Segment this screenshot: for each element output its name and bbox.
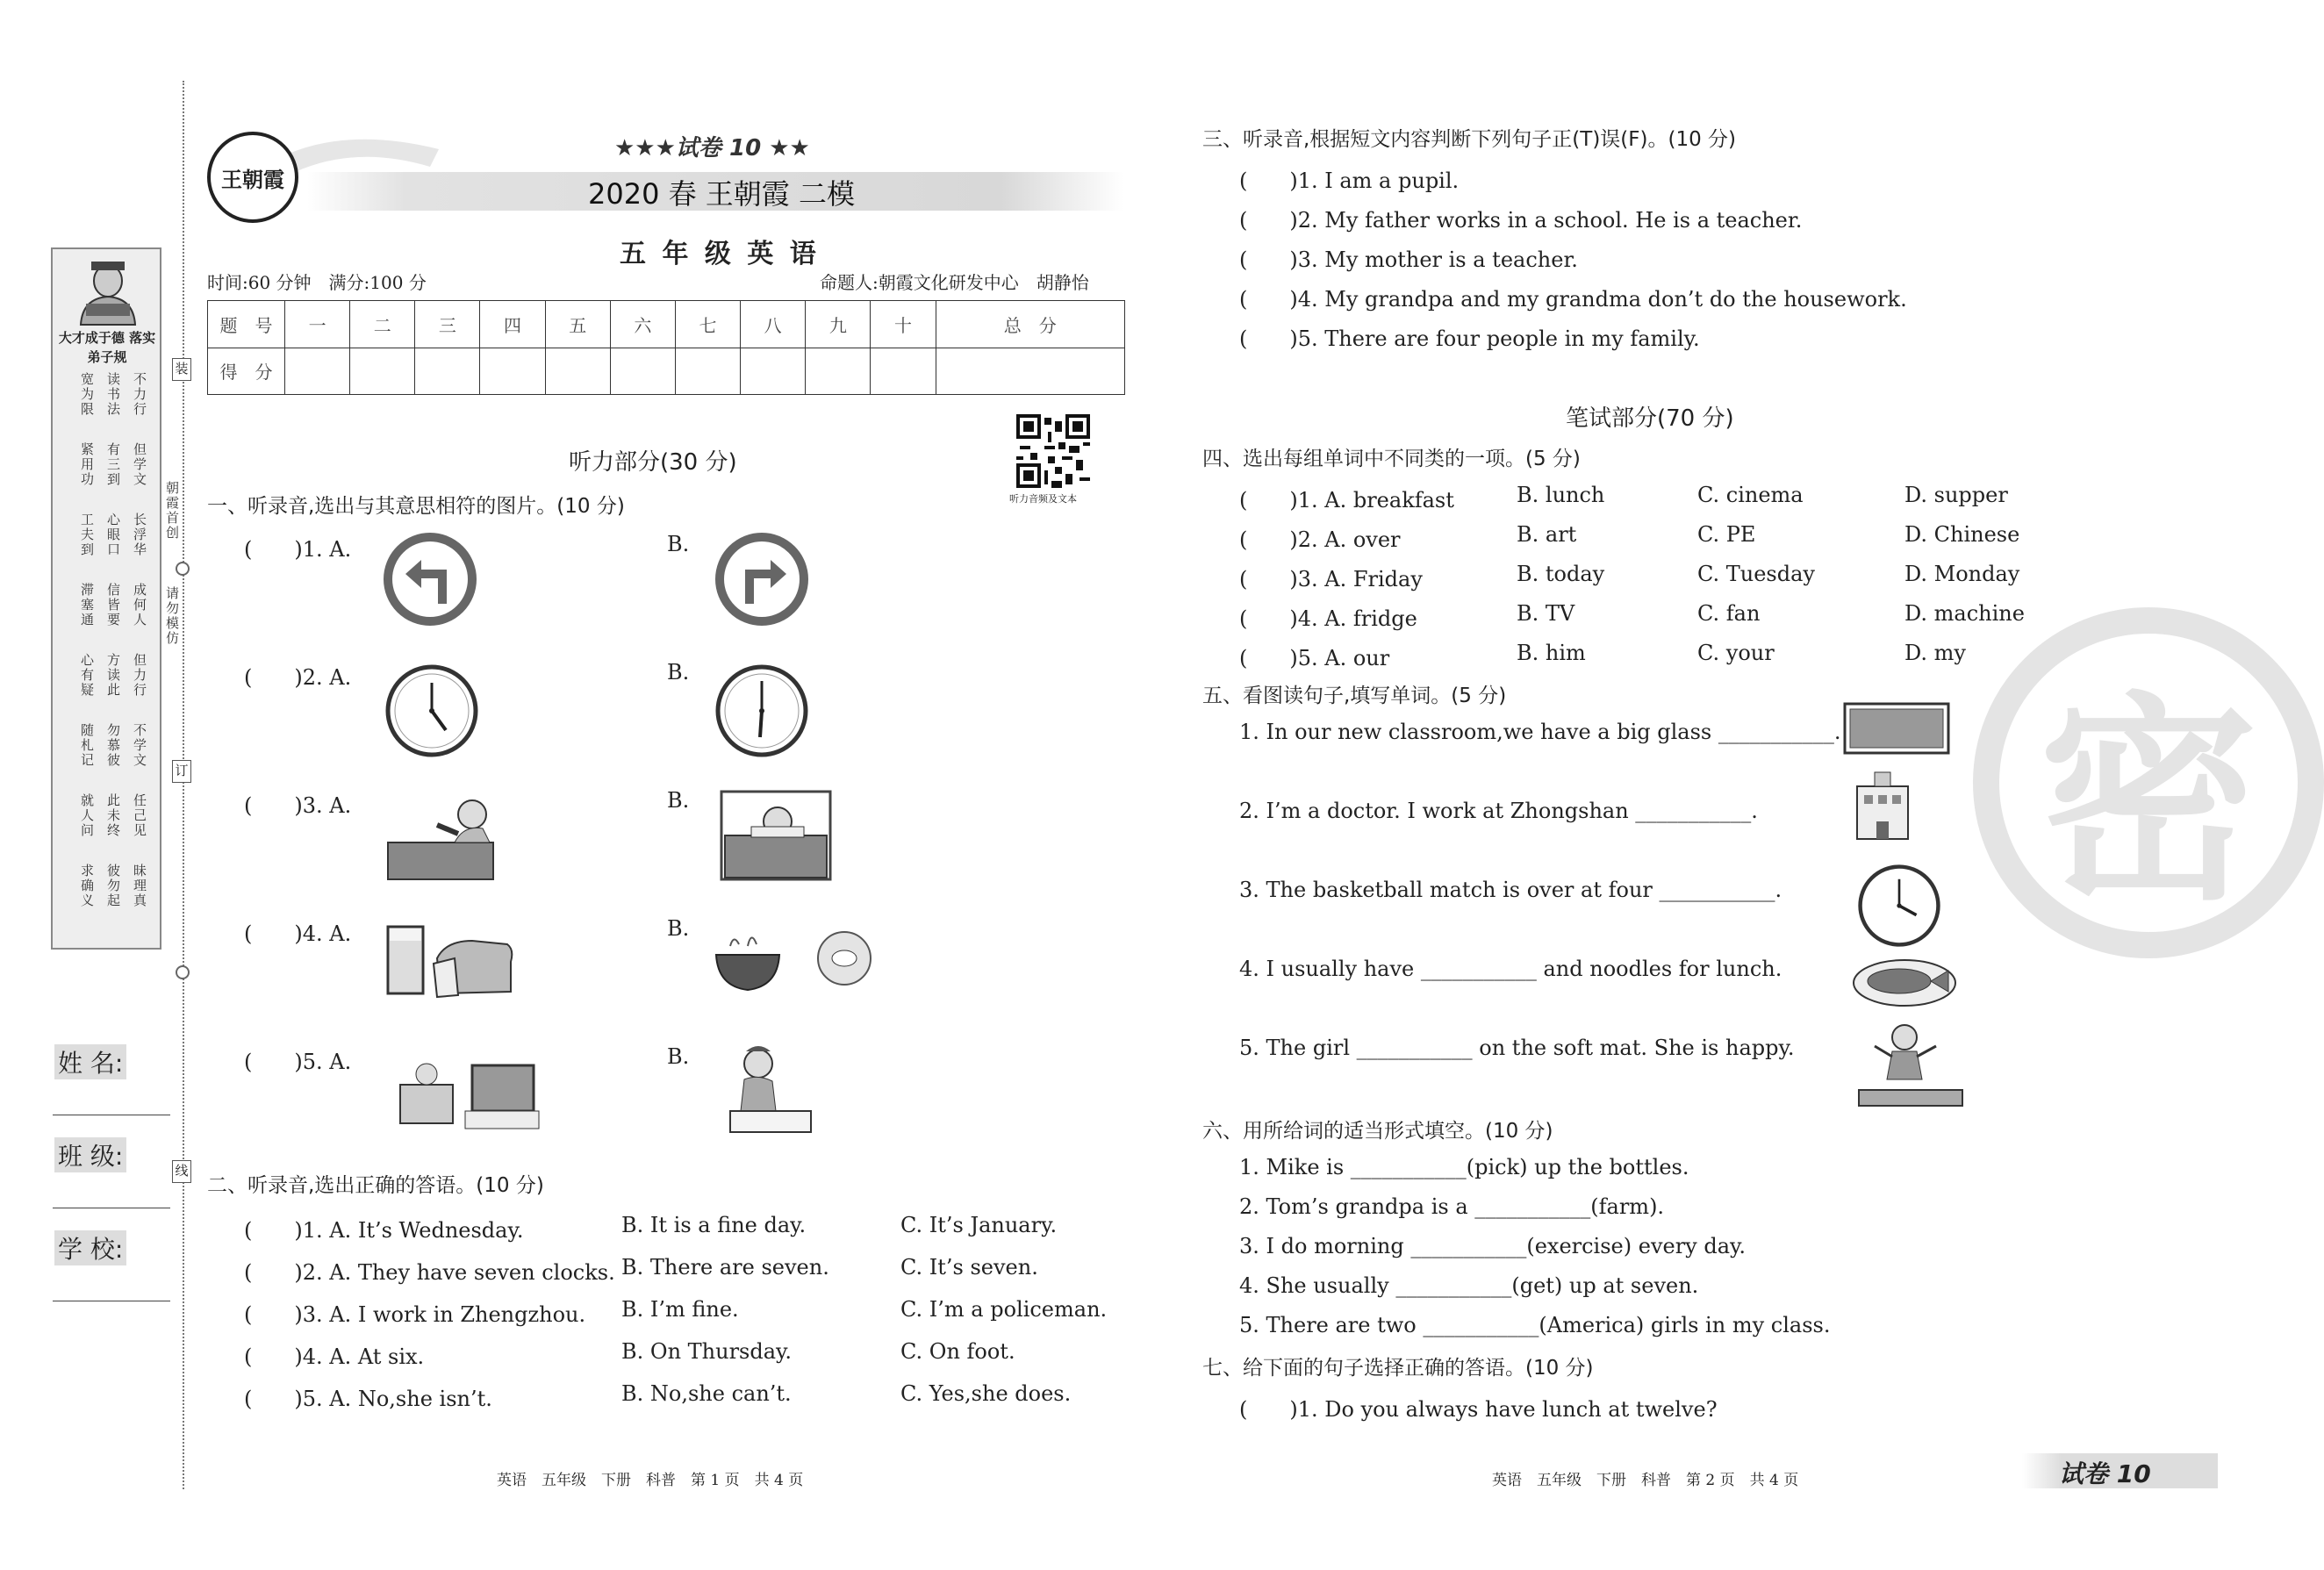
- binding-line: [183, 81, 184, 1489]
- time-score: 时间:60 分钟 满分:100 分: [207, 272, 427, 293]
- turn-left-sign-icon[interactable]: [383, 532, 477, 627]
- s4-q5: ( )5. A. our: [1239, 646, 1390, 670]
- s1-q2-a-label: ( )2. A.: [244, 665, 352, 690]
- clock-icon[interactable]: [384, 663, 479, 758]
- seal-left: 朝霞首创: [164, 481, 180, 541]
- s6-q3: 3. I do morning ___________(exercise) every day.: [1239, 1234, 1747, 1258]
- s4-q1: ( )1. A. breakfast: [1239, 488, 1454, 513]
- brand-logo: [207, 132, 298, 223]
- s2-q4-c: C. On foot.: [900, 1339, 1015, 1364]
- qr-code[interactable]: [1016, 414, 1090, 488]
- s6-q2: 2. Tom’s grandpa is a ___________(farm).: [1239, 1194, 1665, 1219]
- section2-title: 二、听录音,选出正确的答语。(10 分): [207, 1174, 544, 1197]
- listening-heading: 听力部分(30 分): [569, 449, 737, 476]
- section3-title: 三、听录音,根据短文内容判断下列句子正(T)误(F)。(10 分): [1202, 128, 1737, 151]
- score-table: 题 号 一 二 三 四 五 六 七 八 九 十 总 分 得 分: [207, 300, 1125, 395]
- s5-q5: 5. The girl ___________ on the soft mat. She is happy.: [1239, 1036, 1795, 1060]
- s2-q1-c: C. It’s January.: [900, 1213, 1058, 1237]
- s4-q5-b: B. him: [1517, 641, 1586, 665]
- footer-left: 英语 五年级 下册 科普 第 1 页 共 4 页: [497, 1472, 804, 1489]
- section1-title: 一、听录音,选出与其意思相符的图片。(10 分): [207, 495, 625, 518]
- turn-right-sign-icon[interactable]: [714, 532, 809, 627]
- binding-circle-2: [176, 965, 190, 979]
- qr-caption: 听力音频及文本: [1009, 493, 1077, 505]
- s3-q1: ( )1. I am a pupil.: [1239, 168, 1460, 193]
- s3-q3: ( )3. My mother is a teacher.: [1239, 247, 1578, 272]
- s2-q2-c: C. It’s seven.: [900, 1255, 1038, 1280]
- author: 命题人:朝霞文化研发中心 胡静怡: [820, 272, 1089, 293]
- s4-q2-d: D. Chinese: [1904, 522, 2020, 547]
- s4-q4-d: D. machine: [1904, 601, 2025, 626]
- binding-mark-2: 订: [172, 760, 191, 783]
- s3-q4: ( )4. My grandpa and my grandma don’t do the housework.: [1239, 287, 1907, 312]
- s1-q3-b-label: B.: [667, 788, 690, 813]
- s4-q5-c: C. your: [1697, 641, 1775, 665]
- footer-right: 英语 五年级 下册 科普 第 2 页 共 4 页: [1492, 1472, 1799, 1489]
- s4-q1-b: B. lunch: [1517, 483, 1605, 507]
- watermark-circle: [1973, 607, 2324, 958]
- s7-q1: ( )1. Do you always have lunch at twelve?: [1239, 1397, 1718, 1422]
- s3-q5: ( )5. There are four people in my family.: [1239, 326, 1700, 351]
- s1-q4-b-label: B.: [667, 916, 690, 941]
- watermark-text: 密: [2039, 674, 2258, 929]
- section4-title: 四、选出每组单词中不同类的一项。(5 分): [1202, 448, 1581, 470]
- fish-dish-image[interactable]: [1850, 953, 1959, 1009]
- s4-q3: ( )3. A. Friday: [1239, 567, 1423, 591]
- s4-q2-c: C. PE: [1697, 522, 1756, 547]
- s1-q5-a-label: ( )5. A.: [244, 1050, 352, 1074]
- s6-q1: 1. Mike is ___________(pick) up the bottles.: [1239, 1155, 1689, 1179]
- binding-mark-3: 线: [172, 1160, 191, 1183]
- s6-q5: 5. There are two ___________(America) girls in my class.: [1239, 1313, 1831, 1337]
- scholar-illustration: [74, 254, 142, 325]
- soup-and-dumpling-image[interactable]: [713, 920, 893, 999]
- sidebar-columns: 宽为限 读书法 不力行 紧用功 有三到 但学文 工夫到 心眼口 长浮华 滞塞通 信皆要 成何人 心有疑 方读此 但力行 随札记 勿慕彼 不学文 就人问 此未终 任己见 求确义 彼勿起 昧理真: [79, 372, 147, 908]
- s6-q4: 4. She usually ___________(get) up at seven.: [1239, 1273, 1699, 1298]
- s4-q3-b: B. today: [1517, 562, 1605, 586]
- s5-q2: 2. I’m a doctor. I work at Zhongshan ___________.: [1239, 799, 1758, 823]
- section6-title: 六、用所给词的适当形式填空。(10 分): [1202, 1120, 1553, 1143]
- subject-title: 五 年 级 英 语: [620, 239, 820, 269]
- girl-reading-image[interactable]: [721, 1041, 818, 1137]
- sidebar-motto: 大才成于德 落实弟子规: [58, 330, 156, 365]
- seal-right: 请勿模仿: [164, 586, 180, 646]
- s5-q3: 3. The basketball match is over at four ___________.: [1239, 878, 1782, 902]
- girl-on-mat-image[interactable]: [1852, 1022, 1969, 1113]
- s2-q2: ( )2. A. They have seven clocks.: [244, 1260, 615, 1285]
- s4-q4: ( )4. A. fridge: [1239, 606, 1417, 631]
- s4-q4-c: C. fan: [1697, 601, 1761, 626]
- school-label: 学 校:: [54, 1230, 126, 1265]
- s2-q3-b: B. I’m fine.: [621, 1297, 739, 1322]
- s5-q1: 1. In our new classroom,we have a big glass ___________.: [1239, 720, 1841, 744]
- s1-q4-a-label: ( )4. A.: [244, 921, 352, 946]
- paper-number: ★★★试卷 10 ★★: [614, 135, 810, 161]
- s1-q5-b-label: B.: [667, 1044, 690, 1069]
- person-getting-up-image[interactable]: [384, 790, 502, 883]
- s1-q2-b-label: B.: [667, 660, 690, 685]
- watching-tv-image[interactable]: [397, 1050, 541, 1134]
- s2-q3: ( )3. A. I work in Zhengzhou.: [244, 1302, 586, 1327]
- s2-q1-b: B. It is a fine day.: [621, 1213, 807, 1237]
- brand-logo-text: 王朝霞: [221, 167, 284, 192]
- s4-q1-c: C. cinema: [1697, 483, 1804, 507]
- s2-q5-c: C. Yes,she does.: [900, 1381, 1072, 1406]
- s1-q1-b-label: B.: [667, 532, 690, 556]
- section7-title: 七、给下面的句子选择正确的答语。(10 分): [1202, 1357, 1594, 1380]
- hospital-building-image[interactable]: [1850, 769, 1915, 842]
- milk-and-bread-image[interactable]: [384, 923, 516, 997]
- binding-circle-1: [176, 562, 190, 576]
- name-label: 姓 名:: [54, 1044, 126, 1079]
- s2-q2-b: B. There are seven.: [621, 1255, 829, 1280]
- s3-q2: ( )2. My father works in a school. He is a teacher.: [1239, 208, 1803, 233]
- exam-title: 2020 春 王朝霞 二模: [588, 177, 855, 211]
- clock-icon[interactable]: [1857, 864, 1941, 948]
- s4-q5-d: D. my: [1904, 641, 1966, 665]
- section5-title: 五、看图读句子,填写单词。(5 分): [1202, 685, 1507, 707]
- binding-mark-1: 装: [172, 358, 191, 381]
- s1-q3-a-label: ( )3. A.: [244, 793, 352, 818]
- s4-q3-c: C. Tuesday: [1697, 562, 1815, 586]
- s2-q4: ( )4. A. At six.: [244, 1344, 425, 1369]
- s4-q2: ( )2. A. over: [1239, 527, 1401, 552]
- s4-q4-b: B. TV: [1517, 601, 1575, 626]
- s2-q5: ( )5. A. No,she isn’t.: [244, 1387, 492, 1411]
- s1-q1-a-label: ( )1. A.: [244, 537, 352, 562]
- s4-q3-d: D. Monday: [1904, 562, 2020, 586]
- s2-q5-b: B. No,she can’t.: [621, 1381, 792, 1406]
- clock-icon[interactable]: [714, 663, 809, 758]
- s4-q2-b: B. art: [1517, 522, 1577, 547]
- s5-q4: 4. I usually have ___________ and noodles for lunch.: [1239, 957, 1782, 981]
- sidebar-panel: [51, 247, 161, 950]
- blackboard-image[interactable]: [1843, 702, 1950, 756]
- written-heading: 笔试部分(70 分): [1566, 405, 1734, 432]
- person-sleeping-image[interactable]: [716, 786, 839, 885]
- s2-q1: ( )1. A. It’s Wednesday.: [244, 1218, 524, 1243]
- s2-q3-c: C. I’m a policeman.: [900, 1297, 1108, 1322]
- s4-q1-d: D. supper: [1904, 483, 2008, 507]
- footer-badge: 试卷 10: [2059, 1459, 2151, 1488]
- class-label: 班 级:: [54, 1137, 126, 1172]
- s2-q4-b: B. On Thursday.: [621, 1339, 793, 1364]
